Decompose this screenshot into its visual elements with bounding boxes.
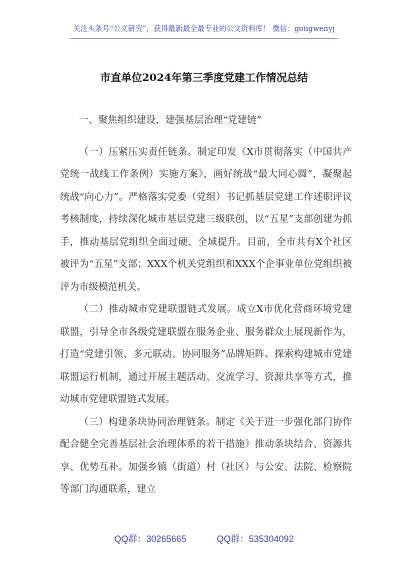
- page-footer: [0, 532, 408, 545]
- section-heading: 一、聚焦组织建设，建强基层治理“党建链”: [79, 115, 262, 126]
- qq-group-1: QQ群：30265665: [114, 534, 187, 544]
- header-divider: [70, 38, 338, 39]
- paragraph: （一）压紧压实责任链条。制定印发《X市贯彻落实（中国共产党统一战线工作条例）实施方案》，画好统战“最大同心圆”，凝聚起统战“向心力”。严格落实党委（党组）书记抓基层党建工作述职评议考核制度，持续深化城市基层党建三级联创，以“五星”支部创建为抓手，推动基层党组织全面过硬、全域提升。目前，全市共有X个社区被评为“五星”支部；XXX个机关党组织和XXX个企事业单位党组织被评为市级模范机关。: [60, 146, 352, 293]
- page-header: 关注头条号“公文研究”，获得最新最全最专业的公文资料库！ 微信：gongwenyj: [73, 24, 335, 33]
- document-title: 市直单位2024年第三季度党建工作情况总结: [100, 72, 308, 84]
- qq-group-2: QQ群：535304092: [216, 534, 294, 544]
- paragraph: （三）构建条块协同治理链条。制定《关于进一步强化部门协作配合健全完善基层社会治理体系的若干措施》推动条块结合、资源共享、优势互补。加强乡镇（街道）村（社区）与公安、法院、检察院等部门沟通联系，建立: [60, 416, 352, 495]
- document-body: [60, 110, 352, 502]
- paragraph: （二）推动城市党建联盟链式发展。成立X市优化营商环境党建联盟，引导全市各级党建联盟在服务企业、服务群众上展现新作为，打造“党建引领、多元联动、协同服务”品牌矩阵。探索构建城市党建联盟运行机制，通过开展主题活动、交流学习、资源共享等方式，推动城市党建联盟链式发展。: [60, 304, 352, 405]
